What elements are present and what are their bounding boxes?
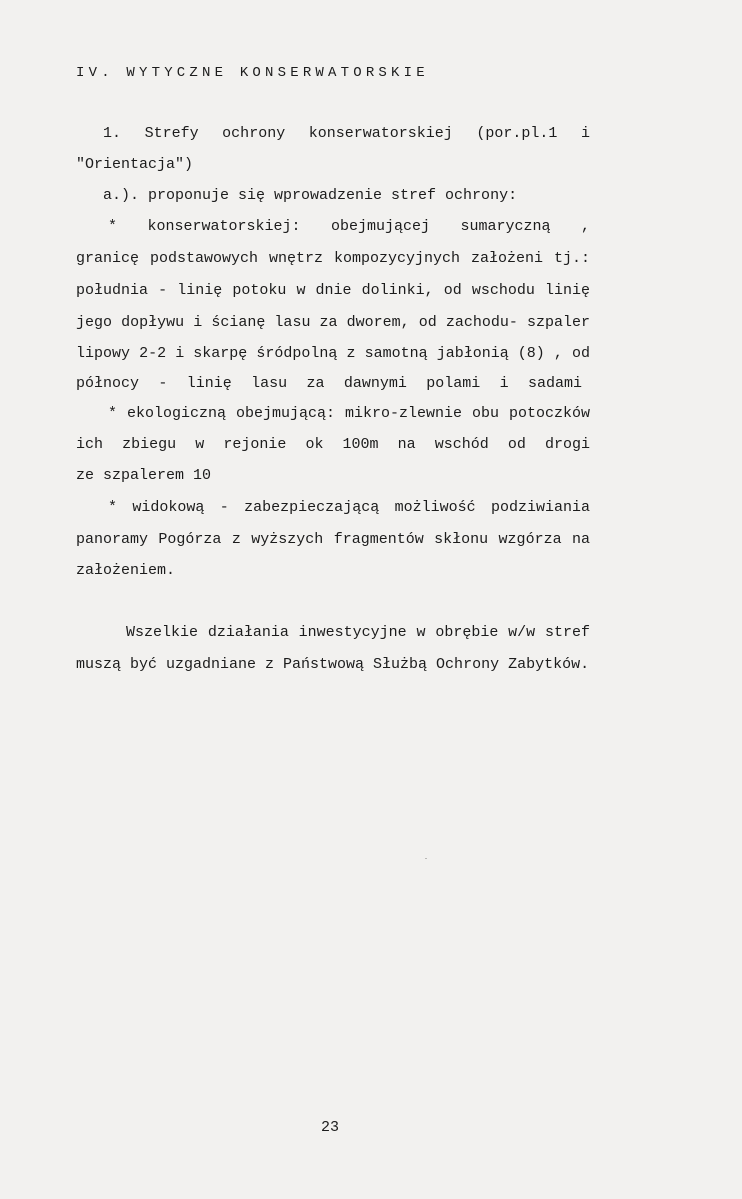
section-heading: IV. WYTYCZNE KONSERWATORSKIE	[76, 65, 429, 81]
text-line: muszą być uzgadniane z Państwową Służbą Ochrony Zabytków.	[76, 656, 590, 673]
text-line: panoramy Pogórza z wyższych fragmentów skłonu wzgórza na	[76, 531, 590, 548]
text-line: Wszelkie działania inwestycyjne w obrębie w/w stref	[126, 624, 590, 641]
text-line: ze szpalerem 10	[76, 467, 212, 484]
text-line: * widokową - zabezpieczającą możliwość podziwiania	[108, 499, 590, 516]
text-line: "Orientacja")	[76, 156, 194, 173]
text-line: południa - linię potoku w dnie dolinki, od wschodu linię	[76, 282, 590, 299]
text-line: założeniem.	[76, 562, 176, 579]
text-line: 1. Strefy ochrony konserwatorskiej (por.pl.1 i	[103, 125, 590, 142]
text-line: a.). proponuje się wprowadzenie stref ochrony:	[103, 187, 518, 204]
text-line: * konserwatorskiej: obejmującej sumaryczną ,	[108, 218, 590, 235]
text-line: jego dopływu i ścianę lasu za dworem, od zachodu- szpaler	[76, 314, 590, 331]
text-line: ich zbiegu w rejonie ok 100m na wschód od drogi	[76, 436, 590, 453]
text-line: * ekologiczną obejmującą: mikro-zlewnie obu potoczków	[108, 405, 590, 422]
page-number: 23	[320, 1119, 339, 1136]
text-line: północy - linię lasu za dawnymi polami i sadami	[76, 375, 582, 392]
text-line: granicę podstawowych wnętrz kompozycyjnych założeni tj.:	[76, 250, 590, 267]
paper-speck	[425, 858, 427, 859]
text-line: lipowy 2-2 i skarpę śródpolną z samotną jabłonią (8) , od	[76, 345, 590, 362]
